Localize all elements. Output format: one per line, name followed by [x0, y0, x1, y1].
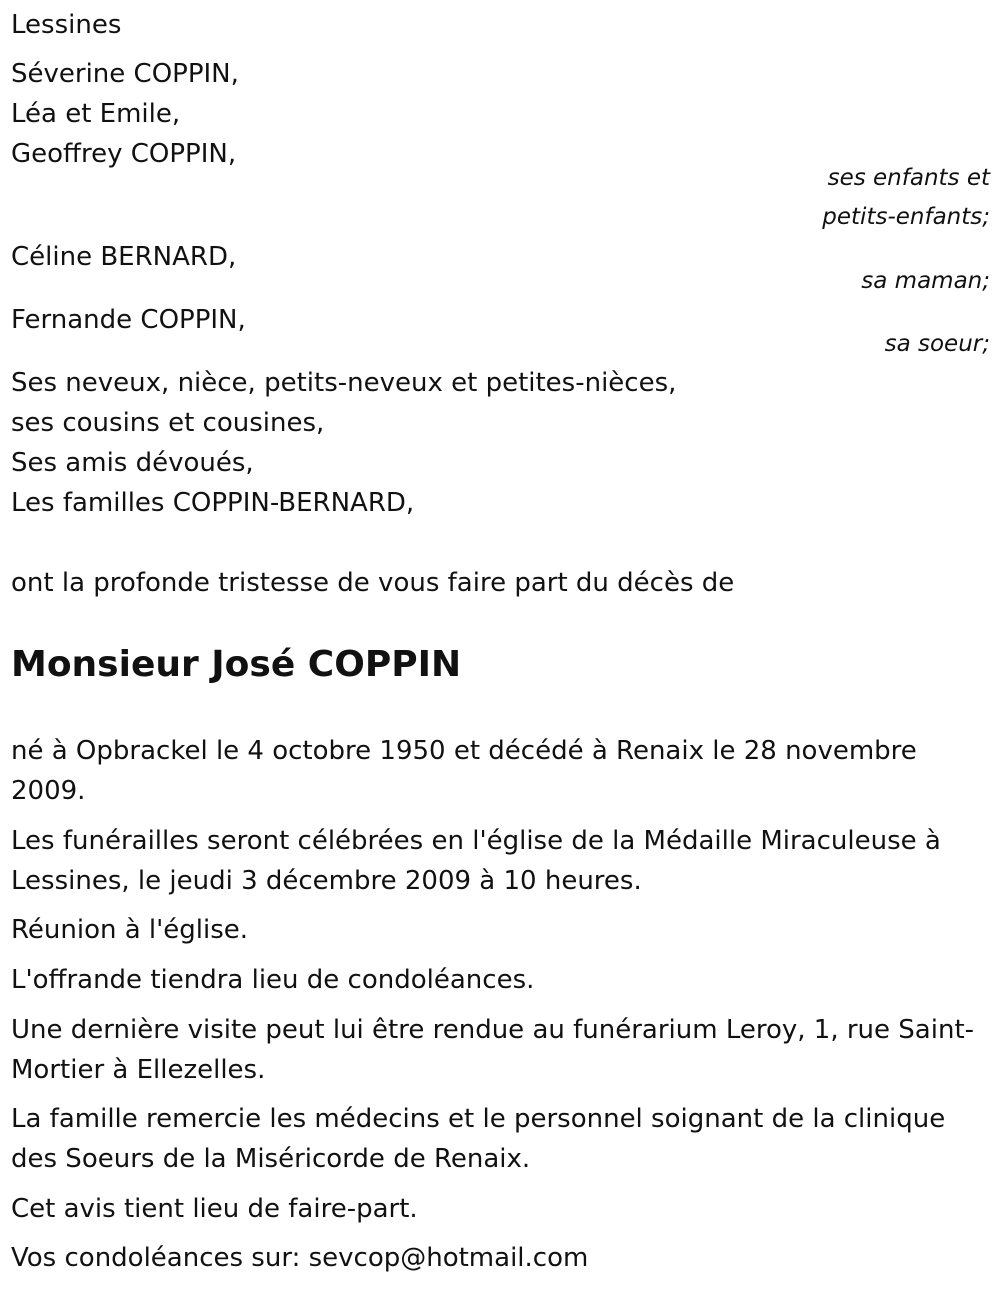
visit-details: Une dernière visite peut lui être rendue au funérarium Leroy, 1, rue Saint-Mortier à Ellezelles.	[11, 1015, 975, 1085]
sister-role: sa soeur;	[884, 331, 990, 357]
children-role-2: petits-enfants;	[822, 204, 990, 230]
mother-role: sa maman;	[861, 268, 990, 294]
family-sister: Fernande COPPIN,	[11, 305, 246, 335]
birth-death-details: né à Opbrackel le 4 octobre 1950 et décédé à Renaix le 28 novembre 2009.	[11, 736, 917, 806]
family-others-1: Ses neveux, nièce, petits-neveux et petites-nièces,	[11, 368, 677, 398]
funeral-details: Les funérailles seront célébrées en l'église de la Médaille Miraculeuse à Lessines, le jeudi 3 décembre 2009 à 10 heures.	[11, 826, 941, 896]
thanks-details: La famille remercie les médecins et le personnel soignant de la clinique des Soeurs de la Miséricorde de Renaix.	[11, 1104, 946, 1174]
family-others-3: Ses amis dévoués,	[11, 448, 254, 478]
condolences-contact: Vos condoléances sur: sevcop@hotmail.com	[11, 1243, 589, 1273]
deceased-name: Monsieur José COPPIN	[11, 644, 462, 685]
family-mother: Céline BERNARD,	[11, 242, 237, 272]
meeting-details: Réunion à l'église.	[11, 915, 249, 945]
family-children-2: Léa et Emile,	[11, 99, 181, 129]
family-children-3: Geoffrey COPPIN,	[11, 139, 237, 169]
family-others-4: Les familles COPPIN-BERNARD,	[11, 488, 415, 518]
announcement-intro: ont la profonde tristesse de vous faire part du décès de	[11, 568, 735, 598]
family-children-1: Séverine COPPIN,	[11, 59, 239, 89]
notice-details: Cet avis tient lieu de faire-part.	[11, 1194, 418, 1224]
offering-details: L'offrande tiendra lieu de condoléances.	[11, 965, 535, 995]
location-heading: Lessines	[11, 10, 122, 40]
family-others-2: ses cousins et cousines,	[11, 408, 325, 438]
children-role-1: ses enfants et	[827, 165, 990, 191]
